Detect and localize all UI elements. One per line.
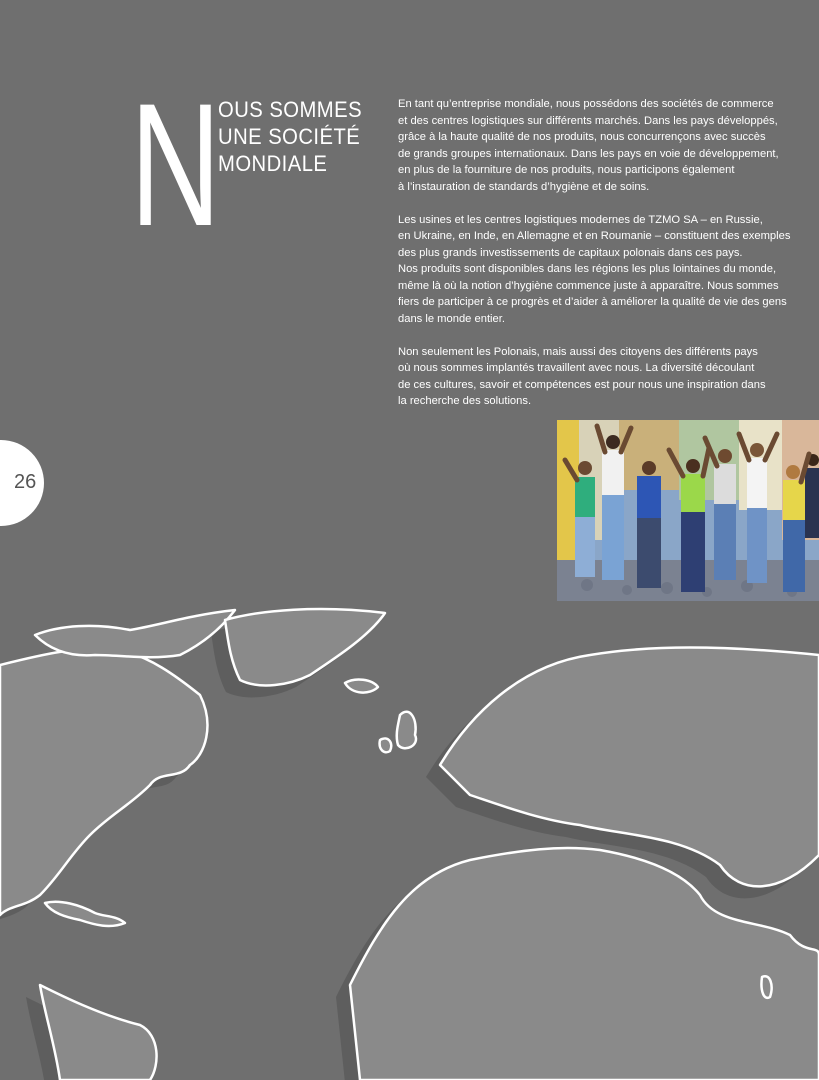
- north-america: [0, 649, 207, 915]
- eurasia: [440, 648, 819, 887]
- page-number: 26: [14, 471, 37, 493]
- south-america: [40, 985, 157, 1080]
- body-text: [398, 96, 798, 426]
- iceland: [345, 680, 378, 693]
- greenland: [225, 609, 385, 685]
- heading-dropcap: N: [130, 68, 222, 263]
- heading-line-2: UNE SOCIÉTÉ: [218, 124, 361, 149]
- page-heading: [218, 96, 393, 177]
- heading-line-3: MONDIALE: [218, 151, 328, 176]
- caribbean-islands: [45, 902, 125, 926]
- paragraph-2: Les usines et les centres logistiques modernes de TZMO SA – en Russie, en Ukraine, en Inde, en Allemagne et en Roumanie – constituent des exemples des plus grands investissements de capitaux polonais dans ces pays. Nos produits sont disponibles dans les régions les plus lointaines du monde, même là où la notion d’hygiène commence juste à apparaître. Nous sommes fiers de participer à ce progrès et d’aider à améliorer la qualité de vie des gens dans le monde entier.: [398, 213, 791, 325]
- arctic-islands: [35, 610, 235, 657]
- great-britain: [397, 712, 416, 749]
- people-photo-image: [557, 420, 819, 601]
- heading-line-1: OUS SOMMES: [218, 97, 363, 122]
- paragraph-3: Non seulement les Polonais, mais aussi des citoyens des différents pays où nous sommes implantés travaillent avec nous. La diversité découlant de ces cultures, savoir et compétences est pour nous une inspiration dans la recherche des solutions.: [398, 345, 766, 407]
- ireland: [380, 738, 392, 752]
- world-map: [0, 595, 819, 1080]
- people-photo: [557, 420, 819, 601]
- madagascar: [761, 976, 771, 998]
- paragraph-1: En tant qu’entreprise mondiale, nous possédons des sociétés de commerce et des centres logistiques sur différents marchés. Dans les pays développés, grâce à la haute qualité de nos produits, nous concurrençons avec succès de grands groupes internationaux. Dans les pays en voie de développement, en plus de la fourniture de nos produits, nous participons également à l’instauration de standards d’hygiène et de soins.: [398, 98, 779, 193]
